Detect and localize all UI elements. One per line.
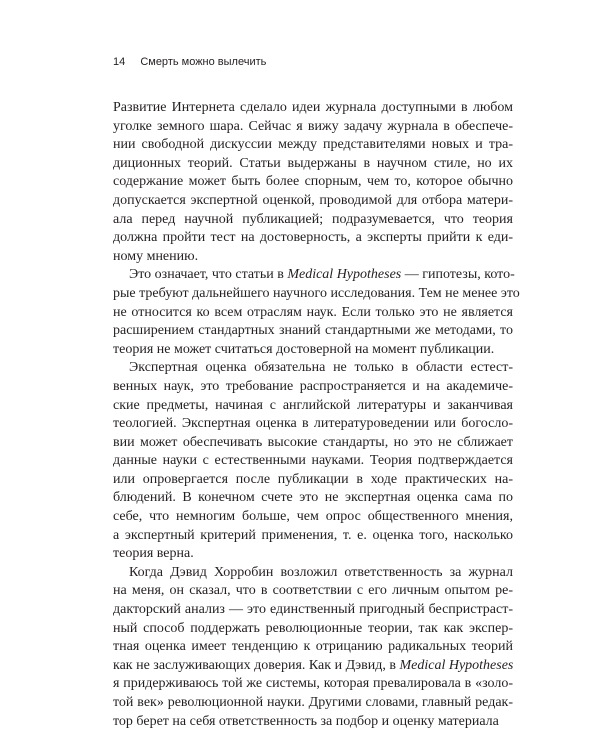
- text-line: данные науки с естественными науками. Теория подтверждается: [113, 453, 513, 469]
- text-line: вии может обеспечивать высокие стандарты, но это не сближает: [113, 434, 513, 450]
- text-line: рые требуют дальнейшего научного исследования. Тем не менее это: [113, 285, 520, 301]
- text-line: тная оценка имеет тенденцию к отрицанию радикальных теорий: [113, 639, 513, 655]
- text-line: теория верна.: [113, 546, 194, 562]
- paragraph: [113, 359, 513, 564]
- text-line: себе, что немногим больше, чем опрос общественного мнения,: [113, 509, 513, 525]
- text-line: я придерживаюсь той же системы, которая превалировала в «золо-: [113, 676, 513, 692]
- text-line: расширением стандартных знаний стандартными же методами, то: [113, 323, 513, 339]
- paragraph: [113, 564, 513, 731]
- text-line: Экспертная оценка обязательна не только в области естест-: [129, 360, 513, 376]
- text-line: [113, 657, 513, 676]
- text-line: должна пройти тест на достоверность, а эксперты прийти к еди-: [113, 230, 513, 246]
- text-line: или опровергается после публикации в ходе практических на-: [113, 471, 513, 487]
- text-line: той век» революционной науки. Другими словами, главный редак-: [113, 695, 513, 710]
- text-line: ный способ поддержать революционные теории, так как экспер-: [113, 620, 513, 636]
- text-line: допускается экспертной оценкой, проводимой для отбора матери-: [113, 192, 513, 208]
- text-line: венных наук, это требование распространяется и на академиче-: [113, 378, 513, 394]
- text-line: ному мнению.: [113, 248, 199, 264]
- text-line: Развитие Интернета сделало идеи журнала доступными в любом: [113, 100, 513, 115]
- text-line: содержание может быть более спорным, чем то, которое обычно: [113, 174, 513, 190]
- text-line: диционных теорий. Статьи выдержаны в научном стиле, но их: [113, 155, 513, 171]
- text-line: уголке земного шара. Сейчас я вижу задачу журнала в обеспече-: [113, 118, 513, 134]
- text-line: блюдений. В конечном счете это не экспертная оценка сама по: [113, 490, 513, 506]
- page-number: 14: [113, 56, 126, 68]
- body-text: [113, 99, 520, 731]
- running-title: Смерть можно вылечить: [140, 56, 267, 68]
- paragraph: [113, 99, 513, 266]
- journal-title-italic: Medical Hypotheses: [287, 267, 402, 283]
- journal-title-italic: Medical Hypotheses: [399, 657, 514, 673]
- text-line: тор берет на себя ответственность за подбор и оценку материала: [113, 713, 499, 729]
- text-line: на меня, он сказал, что в соответствии с его личным опытом ре-: [113, 583, 513, 599]
- text-line: Когда Дэвид Хорробин возложил ответственность за журнал: [129, 564, 513, 580]
- running-header: [113, 56, 266, 68]
- text-line: нии свободной дискуссии между представителями новых и тра-: [113, 137, 513, 153]
- text-line: теологией. Экспертная оценка в литературоведении или богосло-: [113, 416, 513, 432]
- paragraph: [113, 266, 520, 359]
- text-run: как не заслуживающих доверия. Как и Дэвид, в: [113, 657, 400, 673]
- text-run: Это означает, что статьи в: [129, 267, 288, 283]
- text-run: — гипотезы, кото-: [401, 267, 515, 283]
- text-line: теория не может считаться достоверной на момент публикации.: [113, 341, 495, 357]
- text-line: не относится ко всем отраслям наук. Если только это не является: [113, 304, 513, 320]
- text-line: дакторский анализ — это единственный пригодный беспристраст-: [113, 602, 513, 618]
- text-line: [113, 266, 513, 285]
- text-line: ала перед научной публикацией; подразумевается, что теория: [113, 211, 513, 227]
- text-line: ские предметы, начиная с английской литературы и заканчивая: [113, 397, 513, 413]
- text-line: а экспертный критерий применения, т. е. оценка того, насколько: [113, 527, 513, 543]
